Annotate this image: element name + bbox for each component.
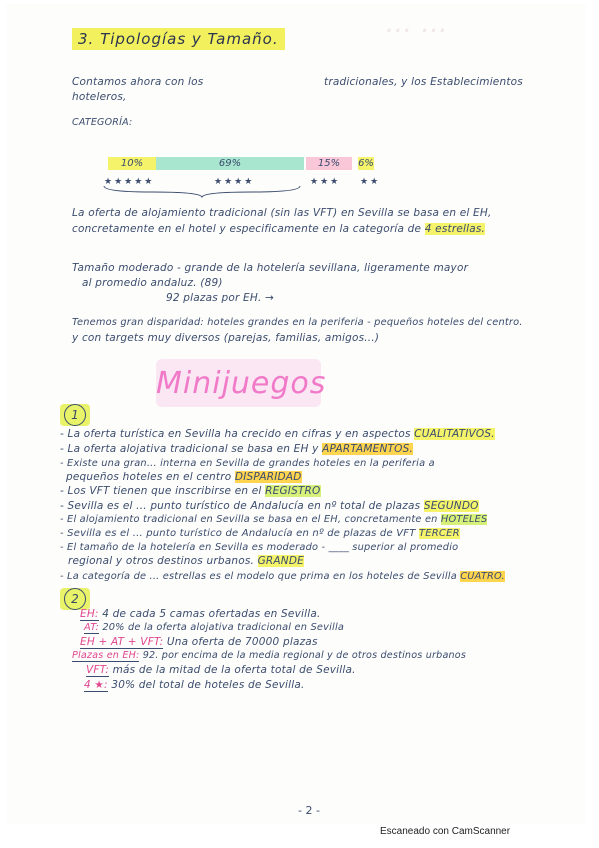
quiz-item-text: - La categoría de ... estrellas es el modelo que prima en los hoteles de Sevilla — [60, 571, 457, 582]
quiz-answer: APARTAMENTOS. — [322, 443, 414, 455]
fact-text: 30% del total de hoteles de Sevilla. — [111, 679, 305, 691]
fact-item — [72, 650, 466, 661]
categoria-label: CATEGORÍA: — [72, 117, 133, 128]
fact-text: más de la mitad de la oferta total de Sevilla. — [112, 664, 356, 676]
fact-key: EH: — [80, 608, 99, 620]
intro-line1-a: Contamos ahora con los — [72, 76, 204, 88]
quiz-item — [60, 571, 505, 582]
fact-text: 20% de la oferta alojativa tradicional en Sevilla — [102, 622, 345, 633]
para1-line2-text: concretamente en el hotel y especificamente en la categoría de — [72, 223, 422, 235]
fact-text: Una oferta de 70000 plazas — [166, 636, 318, 648]
quiz-item-text: - Existe una gran... interna en Sevilla de grandes hoteles en la periferia a — [60, 458, 435, 469]
para1-highlight: 4 estrellas. — [424, 223, 486, 235]
category-brace — [102, 184, 302, 198]
fact-item — [80, 636, 318, 648]
quiz-item-text: - El tamaño de la hotelería en Sevilla es moderado - ____ superior al promedio — [60, 542, 459, 553]
stars-3: ★★★ — [310, 177, 341, 187]
minijuegos-title: Minijuegos — [156, 366, 327, 401]
fact-text: 4 de cada 5 camas ofertadas en Sevilla. — [102, 608, 321, 620]
fact-item — [84, 622, 344, 633]
quiz-item — [66, 471, 302, 483]
fact-key: VFT: — [86, 664, 110, 676]
section2-number: 2 — [64, 588, 86, 610]
quiz-answer: GRANDE — [257, 555, 304, 567]
quiz-answer: CUATRO. — [460, 571, 505, 582]
intro-line1-b: tradicionales, y los Establecimientos — [324, 76, 523, 88]
quiz-item-text: pequeños hoteles en el centro — [66, 471, 232, 483]
fact-item — [80, 608, 321, 620]
fact-key: 4 ★: — [84, 679, 108, 691]
quiz-item — [60, 500, 479, 512]
category-segment-4-stars: 69% — [156, 157, 304, 170]
quiz-answer: HOTELES — [440, 514, 488, 525]
quiz-item-text: - Sevilla es el ... punto turístico de Andalucía en nº de plazas de VFT — [60, 528, 416, 539]
quiz-item — [60, 443, 413, 455]
fact-key: AT: — [84, 622, 99, 633]
para3-line1: Tenemos gran disparidad: hoteles grandes en la periferia - pequeños hoteles del centro. — [72, 317, 523, 328]
notebook-page — [6, 4, 586, 824]
fact-item — [84, 679, 305, 691]
fact-item — [86, 664, 356, 676]
intro-line2: hoteleros, — [72, 91, 127, 103]
para2-line1: Tamaño moderado - grande de la hotelería sevillana, ligeramente mayor — [72, 262, 469, 274]
quiz-item — [60, 542, 458, 553]
quiz-item-text: - Sevilla es el ... punto turístico de Andalucía en nº total de plazas — [60, 500, 421, 512]
quiz-answer: CUALITATIVOS. — [414, 428, 495, 440]
quiz-item-text: regional y otros destinos urbanos. — [68, 555, 255, 567]
quiz-answer: DISPARIDAD — [234, 471, 302, 483]
scanner-watermark: Escaneado con CamScanner — [380, 826, 511, 837]
stars-2: ★★ — [360, 177, 381, 187]
stars-4: ★★★★ — [214, 177, 255, 187]
quiz-item — [60, 514, 487, 525]
category-segment-5-stars: 10% — [108, 157, 156, 170]
fact-text: 92. por encima de la media regional y de otros destinos urbanos — [142, 650, 467, 661]
para2-line3: 92 plazas por EH. → — [166, 292, 275, 304]
para2-line2: al promedio andaluz. (89) — [82, 277, 223, 289]
para1-line1: La oferta de alojamiento tradicional (sin las VFT) en Sevilla se basa en el EH, — [72, 207, 492, 219]
quiz-answer: SEGUNDO — [423, 500, 479, 512]
quiz-item — [60, 485, 321, 497]
fact-key: EH + AT + VFT: — [80, 636, 164, 648]
category-segment-2-stars: 6% — [358, 158, 374, 169]
page-number: - 2 - — [298, 804, 320, 817]
quiz-item-text: - La oferta alojativa tradicional se basa en EH y — [60, 443, 319, 455]
quiz-item-text: - La oferta turística en Sevilla ha crecido en cifras y en aspectos — [60, 428, 411, 440]
quiz-item — [68, 555, 304, 567]
para3-line2: y con targets muy diversos (parejas, familias, amigos...) — [72, 332, 380, 344]
fact-key: Plazas en EH: — [72, 650, 140, 661]
quiz-item — [60, 428, 495, 440]
category-segment-3-stars: 15% — [306, 157, 352, 170]
para1-line2 — [72, 223, 485, 235]
page-title: 3. Tipologías y Tamaño. — [72, 28, 285, 50]
bleed-through-text: ··· ··· — [384, 14, 447, 47]
stars-5: ★★★★★ — [104, 177, 155, 187]
quiz-item-text: - Los VFT tienen que inscribirse en el — [60, 485, 262, 497]
quiz-item — [60, 458, 435, 469]
section1-number: 1 — [64, 404, 86, 426]
quiz-item — [60, 528, 460, 539]
quiz-answer: REGISTRO — [265, 485, 321, 497]
quiz-item-text: - El alojamiento tradicional en Sevilla se basa en el EH, concretamente en — [60, 514, 438, 525]
quiz-answer: TERCER — [418, 528, 460, 539]
